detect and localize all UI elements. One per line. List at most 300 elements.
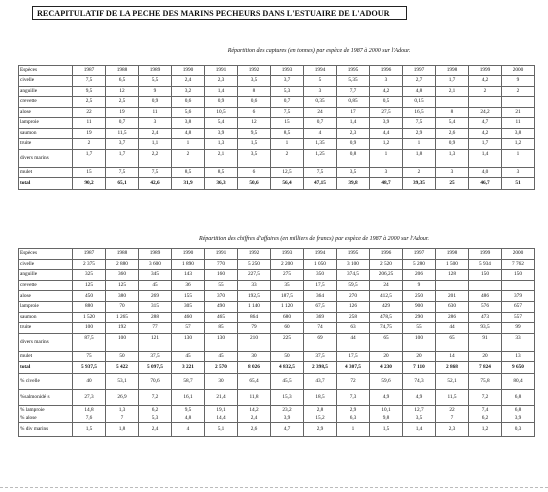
value-cell: 227,5 — [238, 270, 271, 281]
total-value-cell: 56,4 — [271, 178, 304, 190]
value-cell: 128 — [436, 270, 469, 281]
total-label: total — [19, 178, 73, 190]
value-cell: 63 — [337, 323, 370, 334]
value-cell: 6,5 — [106, 76, 139, 87]
total-value-cell: 5 422 — [106, 362, 139, 374]
header-year: 1997 — [403, 66, 436, 76]
value-cell: 85 — [205, 323, 238, 334]
header-year: 2000 — [502, 66, 535, 76]
percent-value-cell: 6,2 5,3 — [139, 405, 172, 422]
value-cell: 4,7 — [469, 118, 502, 129]
value-cell: 93,5 — [469, 323, 502, 334]
value-cell — [436, 280, 469, 291]
table-header-row — [19, 66, 535, 76]
percent-value-cell: 4 — [172, 422, 205, 436]
percent-value-cell: 53,1 — [106, 373, 139, 389]
header-year: 1994 — [304, 66, 337, 76]
value-cell: 290 — [403, 312, 436, 323]
value-cell: 2,9 — [403, 128, 436, 139]
value-cell: 7,5 — [304, 167, 337, 178]
percent-value-cell: 52,1 — [436, 373, 469, 389]
value-cell — [502, 280, 535, 291]
table-row — [19, 97, 535, 108]
table-row — [19, 291, 535, 302]
value-cell: 2 375 — [73, 259, 106, 270]
value-cell: 100 — [403, 333, 436, 351]
header-year: 1995 — [337, 66, 370, 76]
value-cell: 74,75 — [370, 323, 403, 334]
value-cell: 0,15 — [403, 97, 436, 108]
header-year: 1990 — [172, 249, 205, 260]
value-cell: 3,8 — [502, 128, 535, 139]
value-cell: 9 — [403, 280, 436, 291]
value-cell: 1 265 — [106, 312, 139, 323]
value-cell: 5,35 — [337, 76, 370, 87]
header-year: 1999 — [469, 66, 502, 76]
percent-value-cell: 5,1 — [205, 422, 238, 436]
value-cell: 1,7 — [469, 139, 502, 150]
value-cell: 0,9 — [205, 97, 238, 108]
percent-value-cell: 65,4 — [238, 373, 271, 389]
value-cell: 4,2 — [469, 76, 502, 87]
value-cell: 360 — [106, 270, 139, 281]
value-cell: 5,3 — [271, 86, 304, 97]
value-cell: 2,4 — [139, 128, 172, 139]
value-cell: 557 — [502, 312, 535, 323]
percent-value-cell: 72 — [337, 373, 370, 389]
percent-value-cell: 4,9 — [370, 389, 403, 405]
value-cell: 4,2 — [370, 86, 403, 97]
value-cell: 3 — [370, 76, 403, 87]
total-value-cell: 90,2 — [73, 178, 106, 190]
percent-value-cell: 7,4 6,2 — [469, 405, 502, 422]
species-label: lamproie — [19, 301, 73, 312]
value-cell: 486 — [469, 291, 502, 302]
percent-value-cell: 7,3 — [337, 389, 370, 405]
species-label: anguille — [19, 270, 73, 281]
percent-label: % div marins — [19, 422, 73, 436]
header-year: 1988 — [106, 66, 139, 76]
value-cell: 3,5 — [238, 149, 271, 167]
header-species: Espèces — [19, 66, 73, 76]
table-row — [19, 301, 535, 312]
species-label: civelle — [19, 76, 73, 87]
value-cell: 35 — [271, 280, 304, 291]
value-cell — [502, 97, 535, 108]
total-value-cell: 39,8 — [337, 178, 370, 190]
percent-value-cell: 16,1 — [172, 389, 205, 405]
value-cell: 7,7 — [337, 86, 370, 97]
value-cell: 60 — [271, 323, 304, 334]
value-cell: 5 934 — [469, 259, 502, 270]
value-cell: 4,4 — [370, 128, 403, 139]
value-cell: 880 — [73, 301, 106, 312]
header-year: 1994 — [304, 249, 337, 260]
value-cell: 0,7 — [304, 118, 337, 129]
value-cell: 126 — [337, 301, 370, 312]
total-value-cell: 42,6 — [139, 178, 172, 190]
value-cell: 67,5 — [304, 301, 337, 312]
table-row — [19, 270, 535, 281]
header-species: Espèces — [19, 249, 73, 260]
species-label: anguille — [19, 86, 73, 97]
value-cell: 0,35 — [304, 97, 337, 108]
value-cell: 187,5 — [271, 291, 304, 302]
species-label: mulet — [19, 167, 73, 178]
total-value-cell: 4 307,5 — [337, 362, 370, 374]
percent-value-cell: 0,3 — [502, 422, 535, 436]
total-value-cell: 4 832,5 — [271, 362, 304, 374]
value-cell: 1 — [502, 149, 535, 167]
value-cell: 2,3 — [205, 76, 238, 87]
header-year: 1989 — [139, 249, 172, 260]
total-value-cell: 7 110 — [403, 362, 436, 374]
value-cell: 7,5 — [271, 107, 304, 118]
value-cell: 8 — [238, 86, 271, 97]
table-row — [19, 280, 535, 291]
value-cell: 20 — [403, 351, 436, 362]
table-row — [19, 259, 535, 270]
header-year: 1989 — [139, 66, 172, 76]
header-year: 2000 — [502, 249, 535, 260]
table-row — [19, 118, 535, 129]
total-value-cell: 25 — [436, 178, 469, 190]
percent-value-cell: 6,8 — [502, 389, 535, 405]
value-cell: 1 500 — [436, 259, 469, 270]
value-cell: 7,5 — [73, 76, 106, 87]
value-cell: 50 — [106, 351, 139, 362]
value-cell: 22 — [73, 107, 106, 118]
value-cell: 369 — [304, 312, 337, 323]
value-cell: 0,6 — [172, 97, 205, 108]
table-row — [19, 167, 535, 178]
value-cell: 65 — [436, 333, 469, 351]
value-cell: 130 — [172, 333, 205, 351]
value-cell: 121 — [139, 333, 172, 351]
header-year: 1992 — [238, 249, 271, 260]
percent-value-cell: 18,5 — [304, 389, 337, 405]
value-cell: 1 520 — [73, 312, 106, 323]
percent-value-cell: 11,8 — [238, 389, 271, 405]
value-cell: 576 — [469, 301, 502, 312]
header-year: 1996 — [370, 66, 403, 76]
value-cell: 1,4 — [337, 118, 370, 129]
value-cell: 150 — [469, 270, 502, 281]
header-year: 1998 — [436, 249, 469, 260]
value-cell: 27,5 — [370, 107, 403, 118]
percent-value-cell: 2,9 6,3 — [337, 405, 370, 422]
percent-value-cell: 21,4 — [205, 389, 238, 405]
value-cell: 1,8 — [403, 149, 436, 167]
value-cell: 8 — [436, 107, 469, 118]
percent-value-cell: 45,5 — [271, 373, 304, 389]
value-cell: 275 — [271, 270, 304, 281]
value-cell: 3 — [370, 167, 403, 178]
value-cell: 3,7 — [271, 76, 304, 87]
value-cell: 6 — [238, 167, 271, 178]
table-row — [19, 323, 535, 334]
percent-value-cell: 74,3 — [403, 373, 436, 389]
value-cell: 3,8 — [172, 118, 205, 129]
value-cell: 33 — [238, 280, 271, 291]
value-cell: 5,4 — [436, 118, 469, 129]
value-cell: 7 762 — [502, 259, 535, 270]
value-cell: 4,8 — [403, 86, 436, 97]
value-cell: 2,7 — [403, 76, 436, 87]
value-cell: 24 — [304, 107, 337, 118]
value-cell: 3 600 — [139, 259, 172, 270]
total-row — [19, 178, 535, 190]
header-year: 1993 — [271, 249, 304, 260]
value-cell: 9 — [139, 86, 172, 97]
value-cell: 1,25 — [304, 149, 337, 167]
value-cell: 460 — [172, 312, 205, 323]
value-cell: 12 — [106, 86, 139, 97]
value-cell: 125 — [106, 280, 139, 291]
percent-value-cell: 70,6 — [139, 373, 172, 389]
value-cell: 3 — [139, 118, 172, 129]
header-year: 1987 — [73, 249, 106, 260]
value-cell: 77 — [139, 323, 172, 334]
value-cell: 5,5 — [139, 76, 172, 87]
value-cell: 305 — [172, 301, 205, 312]
percent-value-cell: 4,7 — [271, 422, 304, 436]
percent-value-cell: 9,5 4,8 — [172, 405, 205, 422]
species-label: saumon — [19, 312, 73, 323]
percent-value-cell: 30 — [205, 373, 238, 389]
total-value-cell: 65,1 — [106, 178, 139, 190]
value-cell: 429 — [370, 301, 403, 312]
value-cell: 8,5 — [172, 167, 205, 178]
value-cell: 19 — [73, 128, 106, 139]
species-label: lamproie — [19, 118, 73, 129]
value-cell: 3,5 — [337, 167, 370, 178]
species-label: civelle — [19, 259, 73, 270]
value-cell: 2,4 — [172, 76, 205, 87]
total-row — [19, 362, 535, 374]
percent-label: % civelle — [19, 373, 73, 389]
value-cell: 3 — [436, 167, 469, 178]
value-cell: 5,4 — [205, 118, 238, 129]
percent-value-cell: 1 — [337, 422, 370, 436]
value-cell: 12 — [238, 118, 271, 129]
value-cell: 21 — [502, 107, 535, 118]
total-value-cell: 48,7 — [370, 178, 403, 190]
value-cell: 315 — [139, 301, 172, 312]
percent-value-cell: 43,7 — [304, 373, 337, 389]
value-cell: 44 — [436, 323, 469, 334]
value-cell: 1,4 — [205, 86, 238, 97]
value-cell: 1 140 — [238, 301, 271, 312]
value-cell: 0,8 — [337, 149, 370, 167]
header-year: 1988 — [106, 249, 139, 260]
value-cell: 630 — [436, 301, 469, 312]
percent-value-cell: 58,7 — [172, 373, 205, 389]
species-label: truite — [19, 139, 73, 150]
value-cell: 2 — [469, 86, 502, 97]
percent-value-cell: 2,3 — [436, 422, 469, 436]
value-cell — [469, 97, 502, 108]
percent-row — [19, 405, 535, 422]
table-row — [19, 333, 535, 351]
value-cell: 4,8 — [172, 128, 205, 139]
value-cell: 130 — [205, 333, 238, 351]
header-year: 1992 — [238, 66, 271, 76]
value-cell — [436, 97, 469, 108]
value-cell: 3,7 — [106, 139, 139, 150]
total-value-cell: 2 398,5 — [304, 362, 337, 374]
value-cell: 65 — [370, 333, 403, 351]
value-cell: 79 — [238, 323, 271, 334]
table-row — [19, 76, 535, 87]
percent-value-cell: 19,1 14,4 — [205, 405, 238, 422]
percent-value-cell: 2,8 15,2 — [304, 405, 337, 422]
species-label: saumon — [19, 128, 73, 139]
value-cell: 2 — [502, 86, 535, 97]
percent-value-cell: 2,9 — [304, 422, 337, 436]
percent-value-cell: 40 — [73, 373, 106, 389]
value-cell: 1 — [271, 139, 304, 150]
table-row — [19, 351, 535, 362]
percent-value-cell: 4,9 — [403, 389, 436, 405]
table-row — [19, 128, 535, 139]
value-cell: 87,5 — [73, 333, 106, 351]
value-cell: 17,5 — [304, 280, 337, 291]
species-label: crevette — [19, 280, 73, 291]
value-cell: 2,6 — [436, 128, 469, 139]
value-cell: 657 — [502, 301, 535, 312]
percent-value-cell: 1,8 — [106, 422, 139, 436]
value-cell: 1,7 — [73, 149, 106, 167]
value-cell: 5,6 — [172, 107, 205, 118]
value-cell: 2 — [73, 139, 106, 150]
header-year: 1995 — [337, 249, 370, 260]
value-cell: 473 — [469, 312, 502, 323]
value-cell: 1 — [370, 149, 403, 167]
value-cell: 7,5 — [403, 118, 436, 129]
value-cell: 11 — [502, 118, 535, 129]
value-cell: 150 — [502, 270, 535, 281]
percent-value-cell: 14,2 2,4 — [238, 405, 271, 422]
value-cell: 57 — [172, 323, 205, 334]
total-value-cell: 36,3 — [205, 178, 238, 190]
value-cell: 2,1 — [436, 86, 469, 97]
value-cell: 2 — [172, 149, 205, 167]
value-cell: 1,7 — [106, 149, 139, 167]
value-cell: 0,7 — [106, 118, 139, 129]
value-cell: 55 — [205, 280, 238, 291]
percent-value-cell: 2,6 — [238, 422, 271, 436]
value-cell: 412,5 — [370, 291, 403, 302]
total-value-cell: 3 221 — [172, 362, 205, 374]
percent-value-cell: 1,5 — [370, 422, 403, 436]
value-cell: 59,5 — [337, 280, 370, 291]
value-cell: 24,2 — [469, 107, 502, 118]
value-cell: 30 — [238, 351, 271, 362]
header-year: 1998 — [436, 66, 469, 76]
value-cell: 99 — [502, 323, 535, 334]
table-header-row — [19, 249, 535, 260]
table-row — [19, 139, 535, 150]
value-cell: 2,5 — [106, 97, 139, 108]
header-year: 1990 — [172, 66, 205, 76]
value-cell: 14 — [436, 351, 469, 362]
value-cell: 16,5 — [403, 107, 436, 118]
value-cell: 206,25 — [370, 270, 403, 281]
value-cell: 270 — [337, 291, 370, 302]
value-cell: 7,5 — [106, 167, 139, 178]
species-label: truite — [19, 323, 73, 334]
value-cell: 5 — [304, 76, 337, 87]
value-cell: 17,5 — [337, 351, 370, 362]
value-cell: 37,5 — [139, 351, 172, 362]
value-cell: 1,3 — [205, 139, 238, 150]
value-cell: 4 — [304, 128, 337, 139]
value-cell: 900 — [403, 301, 436, 312]
value-cell: 286 — [436, 312, 469, 323]
percent-value-cell: 59,6 — [370, 373, 403, 389]
value-cell: 325 — [73, 270, 106, 281]
value-cell: 2 520 — [370, 259, 403, 270]
value-cell: 1 050 — [304, 259, 337, 270]
value-cell: 36 — [172, 280, 205, 291]
value-cell: 45 — [205, 351, 238, 362]
total-value-cell: 7 824 — [469, 362, 502, 374]
value-cell: 11 — [139, 107, 172, 118]
value-cell: 45 — [139, 280, 172, 291]
percent-value-cell: 26,9 — [106, 389, 139, 405]
value-cell: 100 — [106, 333, 139, 351]
total-value-cell: 50,6 — [238, 178, 271, 190]
value-cell: 69 — [304, 333, 337, 351]
value-cell: 1,7 — [436, 76, 469, 87]
value-cell: 0,7 — [271, 97, 304, 108]
value-cell: 13 — [502, 351, 535, 362]
value-cell: 74 — [304, 323, 337, 334]
percent-value-cell: 80,4 — [502, 373, 535, 389]
percent-value-cell: 15,3 — [271, 389, 304, 405]
total-value-cell: 39,35 — [403, 178, 436, 190]
value-cell: 478,5 — [370, 312, 403, 323]
value-cell: 125 — [73, 280, 106, 291]
value-cell: 91 — [469, 333, 502, 351]
value-cell: 1,2 — [370, 139, 403, 150]
value-cell: 50 — [271, 351, 304, 362]
value-cell: 225 — [271, 333, 304, 351]
value-cell: 3 100 — [337, 259, 370, 270]
total-value-cell: 47,15 — [304, 178, 337, 190]
value-cell: 3 — [502, 167, 535, 178]
percent-row — [19, 373, 535, 389]
value-cell: 75 — [73, 351, 106, 362]
value-cell: 8,5 — [205, 167, 238, 178]
value-cell: 1 — [172, 139, 205, 150]
value-cell: 19 — [106, 107, 139, 118]
value-cell: 20 — [370, 351, 403, 362]
value-cell: 1 — [403, 139, 436, 150]
percent-value-cell: 22 7 — [436, 405, 469, 422]
value-cell: 2,1 — [205, 149, 238, 167]
table-row — [19, 149, 535, 167]
value-cell: 192 — [106, 323, 139, 334]
value-cell: 192,5 — [238, 291, 271, 302]
value-cell: 45 — [172, 351, 205, 362]
percent-value-cell: 11,5 — [436, 389, 469, 405]
species-label: alose — [19, 291, 73, 302]
percent-value-cell: 6,8 3,9 — [502, 405, 535, 422]
value-cell: 11,5 — [106, 128, 139, 139]
value-cell: 350 — [304, 270, 337, 281]
